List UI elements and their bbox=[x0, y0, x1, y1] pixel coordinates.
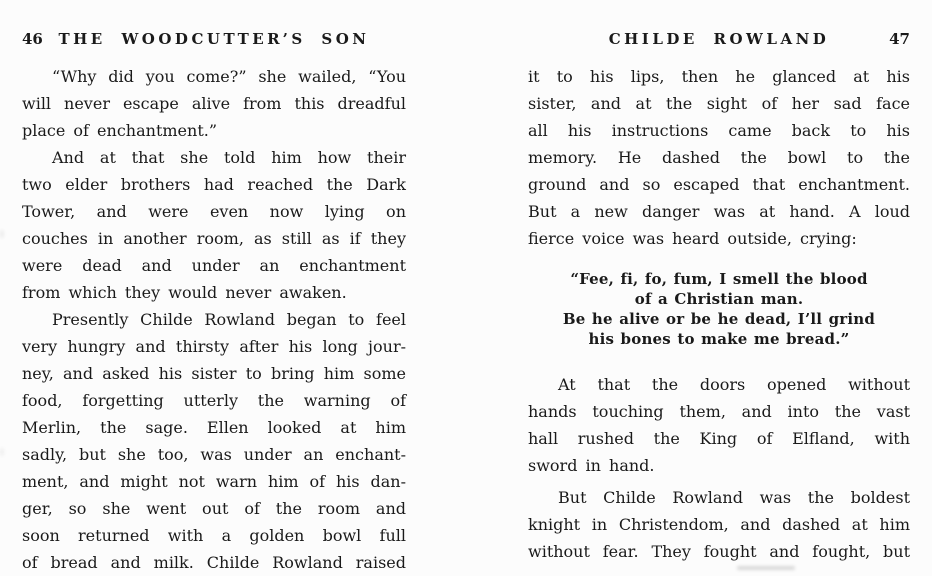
right-page-header bbox=[528, 30, 910, 63]
right-running-title: CHILDE ROWLAND bbox=[608, 30, 830, 48]
prose-block bbox=[528, 63, 910, 252]
prose-text-line: very hungry and thirsty after his long jour- bbox=[22, 337, 406, 356]
prose-text-line: ment, and might not warn him of his dan- bbox=[22, 472, 406, 491]
verse-text-line: Be he alive or be he dead, I’ll grind bbox=[562, 310, 876, 328]
prose-text-line: hall rushed the King of Elfland, with bbox=[528, 429, 910, 448]
prose-text-line: Tower, and were even now lying on bbox=[22, 202, 406, 221]
prose-text-line: soon returned with a golden bowl full bbox=[22, 526, 406, 545]
scan-smudge bbox=[737, 566, 795, 570]
prose-text-line: food, forgetting utterly the warning of bbox=[22, 391, 406, 410]
prose-text-line: Presently Childe Rowland began to feel bbox=[52, 310, 406, 329]
left-page-header bbox=[22, 30, 406, 63]
prose-block bbox=[528, 484, 910, 565]
right-page bbox=[528, 30, 910, 565]
prose-text-line: two elder brothers had reached the Dark bbox=[22, 175, 406, 194]
scan-smudge bbox=[0, 230, 4, 238]
prose-text-line: it to his lips, then he glanced at his bbox=[528, 67, 910, 86]
prose-text-line: knight in Christendom, and dashed at him bbox=[528, 515, 910, 534]
verse-text-line: of a Christian man. bbox=[634, 290, 804, 308]
prose-text-line: of bread and milk. Childe Rowland raised bbox=[22, 553, 406, 572]
prose-text-line: “Why did you come?” she wailed, “You bbox=[52, 67, 406, 86]
prose-text-line: But Childe Rowland was the boldest bbox=[558, 488, 910, 507]
prose-block bbox=[528, 371, 910, 479]
prose-block bbox=[22, 144, 406, 306]
verse-block bbox=[528, 269, 910, 349]
prose-text-line: memory. He dashed the bowl to the bbox=[528, 148, 910, 167]
prose-text-line: At that the doors opened without bbox=[558, 375, 910, 394]
prose-text-line: sword in hand. bbox=[528, 456, 655, 475]
scan-smudge bbox=[0, 448, 4, 456]
prose-text-line: hands touching them, and into the vast bbox=[528, 402, 910, 421]
prose-text-line: place of enchantment.” bbox=[22, 121, 218, 140]
right-page-body bbox=[528, 63, 910, 565]
prose-text-line: from which they would never awaken. bbox=[22, 283, 347, 302]
prose-text-line: without fear. They fought and fought, but bbox=[528, 542, 910, 561]
prose-text-line: ground and so escaped that enchantment. bbox=[528, 175, 910, 194]
prose-text-line: couches in another room, as still as if they bbox=[22, 229, 406, 248]
prose-text-line: sister, and at the sight of her sad face bbox=[528, 94, 910, 113]
left-page-body bbox=[22, 63, 406, 576]
prose-text-line: ger, so she went out of the room and bbox=[22, 499, 406, 518]
prose-text-line: all his instructions came back to his bbox=[528, 121, 910, 140]
prose-text-line: But a new danger was at hand. A loud bbox=[528, 202, 910, 221]
prose-block bbox=[22, 306, 406, 576]
verse-text-line: “Fee, fi, fo, fum, I smell the blood bbox=[570, 270, 868, 288]
left-page-number: 46 bbox=[22, 30, 43, 48]
prose-text-line: were dead and under an enchantment bbox=[22, 256, 406, 275]
prose-text-line: And at that she told him how their bbox=[52, 148, 406, 167]
verse-text-line: his bones to make me bread.” bbox=[588, 330, 850, 348]
prose-text-line: sadly, but she too, was under an enchant- bbox=[22, 445, 406, 464]
prose-text-line: ney, and asked his sister to bring him some bbox=[22, 364, 406, 383]
left-page bbox=[22, 30, 406, 576]
left-running-title: THE WOODCUTTER’S SON bbox=[58, 30, 370, 48]
prose-block bbox=[22, 63, 406, 144]
right-page-number: 47 bbox=[889, 30, 910, 48]
prose-text-line: will never escape alive from this dreadful bbox=[22, 94, 406, 113]
prose-text-line: fierce voice was heard outside, crying: bbox=[528, 229, 857, 248]
prose-text-line: Merlin, the sage. Ellen looked at him bbox=[22, 418, 406, 437]
